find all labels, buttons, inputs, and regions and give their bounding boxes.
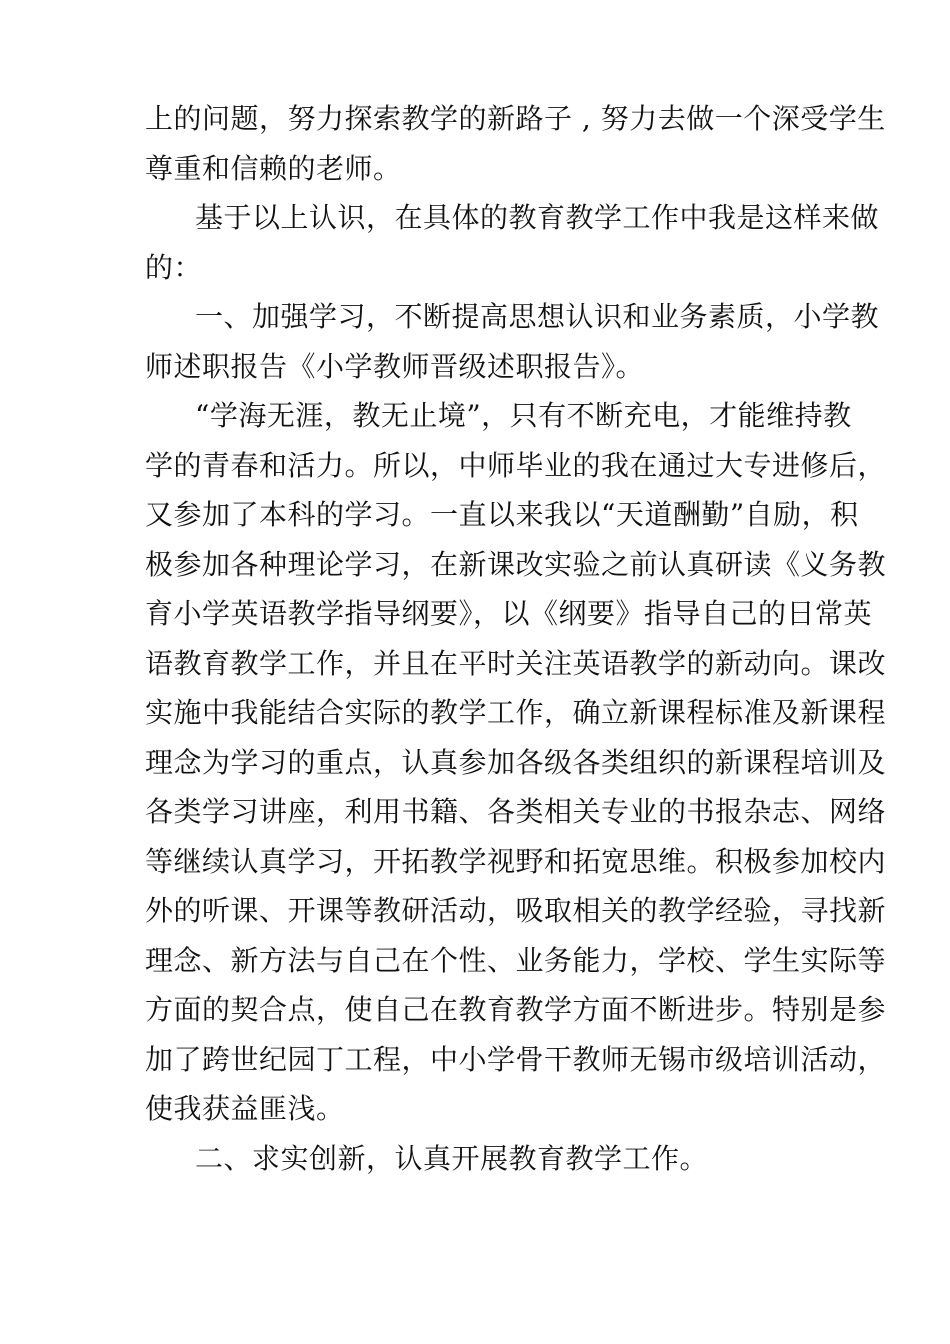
text-line: 尊重和信赖的老师。	[145, 151, 402, 185]
text-line: “学海无涯，教无止境”，只有不断充电，才能维持教	[195, 399, 852, 432]
text-line: 极参加各种理论学习，在新课改实验之前认真研读《义务教	[145, 547, 887, 581]
text-line: 实施中我能结合实际的教学工作，确立新课程标准及新课程	[145, 696, 887, 729]
text-line: 的：	[145, 250, 203, 284]
text-line: 等继续认真学习，开拓教学视野和拓宽思维。积极参加校内	[145, 844, 887, 878]
text-line: 各类学习讲座，利用书籍、各类相关专业的书报杂志、网络	[145, 795, 887, 828]
text-line: 师述职报告《小学教师晋级述职报告》。	[145, 349, 645, 383]
text-line: 基于以上认识，在具体的教育教学工作中我是这样来做	[195, 201, 880, 234]
text-line: 理念、新方法与自己在个性、业务能力，学校、学生实际等	[145, 943, 887, 977]
text-line: 外的听课、开课等教研活动，吸取相关的教学经验，寻找新	[145, 894, 887, 927]
text-line: 语教育教学工作，并且在平时关注英语教学的新动向。课改	[145, 646, 887, 680]
text-line: 方面的契合点，使自己在教育教学方面不断进步。特别是参	[145, 993, 887, 1026]
text-line: 使我获益匪浅。	[145, 1092, 345, 1125]
text-line: 一、加强学习，不断提高思想认识和业务素质，小学教	[195, 300, 880, 333]
text-line: 学的青春和活力。所以，中师毕业的我在通过大专进修后，	[145, 448, 887, 482]
text-line: 二、求实创新，认真开展教育教学工作。	[195, 1141, 709, 1175]
text-line: 理念为学习的重点，认真参加各级各类组织的新课程培训及	[145, 745, 887, 779]
text-line: 育小学英语教学指导纲要》，以《纲要》指导自己的日常英	[145, 597, 873, 630]
document-body	[145, 94, 887, 1183]
text-line: 上的问题，努力探索教学的新路子 , 努力去做一个深受学生	[145, 102, 886, 135]
text-line: 加了跨世纪园丁工程，中小学骨干教师无锡市级培训活动，	[145, 1042, 887, 1076]
text-line: 又参加了本科的学习。一直以来我以“天道酬勤”自励，积	[145, 498, 859, 531]
